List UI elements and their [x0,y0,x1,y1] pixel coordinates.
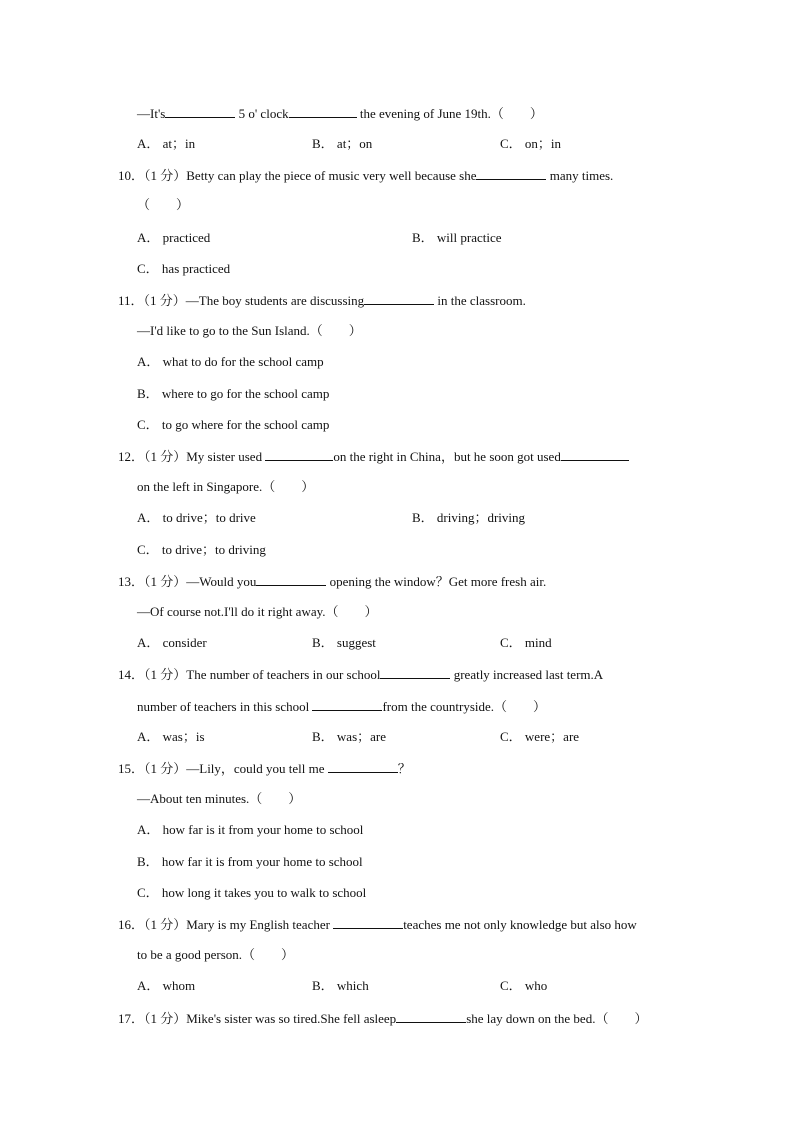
q14-option-c[interactable]: C． were；are [500,729,580,744]
answer-blank[interactable] [476,167,546,180]
q11-stem: 11．（1 分）—The boy students are discussing in the classroom. [118,293,526,308]
q10-option-b[interactable]: B． will practice [412,230,502,245]
q14-option-b[interactable]: B． was；are [312,729,387,744]
answer-blank[interactable] [165,105,235,118]
q16-stem: 16．（1 分）Mary is my English teacher teaches me not only knowledge but also how [118,917,637,932]
q12-option-b[interactable]: B． driving；driving [412,510,526,525]
q13-option-c[interactable]: C． mind [500,635,552,650]
q15-stem: 15．（1 分）—Lily，could you tell me ？ [118,761,411,776]
q12-stem: 12．（1 分）My sister used on the right in China，but he soon got used [118,448,629,465]
q12-option-c[interactable]: C． to drive；to driving [137,542,266,557]
q9-option-c[interactable]: C． on；in [500,136,562,151]
q12-line2: on the left in Singapore.（ ） [137,479,315,494]
q10-option-a[interactable]: A． practiced [137,230,211,245]
q16-line2: to be a good person.（ ） [137,947,295,962]
answer-blank[interactable] [265,448,333,461]
answer-blank[interactable] [364,292,434,305]
q12-option-a[interactable]: A． to drive；to drive [137,510,256,525]
answer-blank[interactable] [396,1010,466,1023]
answer-blank[interactable] [328,760,398,773]
q13-option-b[interactable]: B． suggest [312,635,376,650]
q9-stem: —It's 5 o' clock the evening of June 19th.（ ） [137,106,543,121]
q9-option-a[interactable]: A． at；in [137,136,196,151]
q13-line2: —Of course not.I'll do it right away.（ ） [137,604,378,619]
q15-line2: —About ten minutes.（ ） [137,791,302,806]
q10-option-c[interactable]: C． has practiced [137,261,231,276]
q15-option-c[interactable]: C． how long it takes you to walk to school [137,885,367,900]
answer-blank[interactable] [561,448,629,461]
q14-line2: number of teachers in this school from the countryside.（ ） [137,699,547,714]
q16-option-b[interactable]: B． which [312,978,369,993]
q17-stem: 17．（1 分）Mike's sister was so tired.She fell asleep she lay down on the bed.（ ） [118,1011,648,1026]
q10-answer-paren: （ ） [137,197,190,212]
q16-option-a[interactable]: A． whom [137,978,196,993]
q13-option-a[interactable]: A． consider [137,635,207,650]
q15-option-b[interactable]: B． how far it is from your home to school [137,854,363,869]
answer-blank[interactable] [312,698,382,711]
q14-stem: 14．（1 分）The number of teachers in our school greatly increased last term.A [118,667,604,682]
q16-option-c[interactable]: C． who [500,978,548,993]
q11-option-b[interactable]: B． where to go for the school camp [137,386,330,401]
q15-option-a[interactable]: A． how far is it from your home to school [137,822,364,837]
q14-option-a[interactable]: A． was；is [137,729,205,744]
answer-blank[interactable] [256,573,326,586]
answer-blank[interactable] [380,666,450,679]
q9-option-b[interactable]: B． at；on [312,136,373,151]
q13-stem: 13．（1 分）—Would you opening the window？Get more fresh air. [118,574,547,589]
q11-line2: —I'd like to go to the Sun Island.（ ） [137,323,362,338]
answer-blank[interactable] [289,105,357,118]
answer-blank[interactable] [333,916,403,929]
q10-stem: 10．（1 分）Betty can play the piece of music very well because she many times. [118,168,614,183]
q11-option-a[interactable]: A． what to do for the school camp [137,354,324,369]
q11-option-c[interactable]: C． to go where for the school camp [137,417,330,432]
